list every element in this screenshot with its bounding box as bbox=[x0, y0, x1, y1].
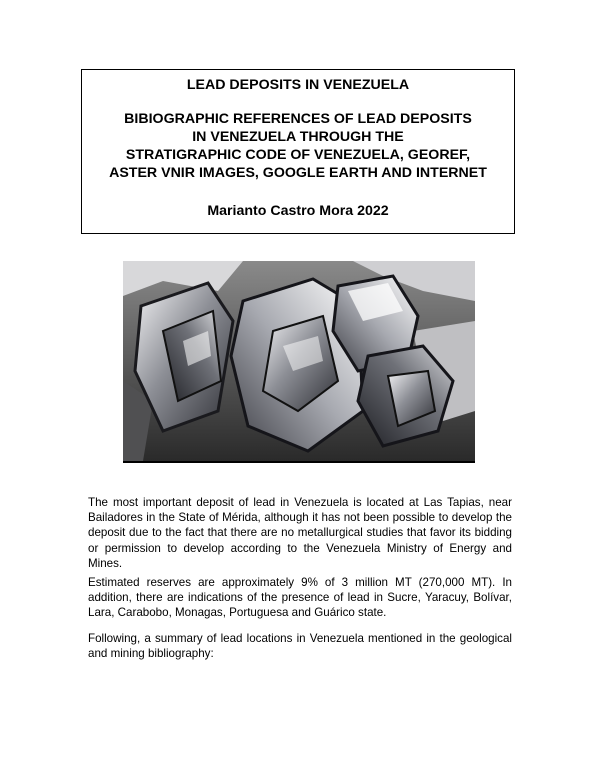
subtitle-line: ASTER VNIR IMAGES, GOOGLE EARTH AND INTERNET bbox=[109, 165, 487, 181]
body-paragraph: Estimated reserves are approximately 9% of 3 million MT (270,000 MT). In addition, there are indications of the presence of lead in Sucre, Yaracuy, Bolívar, Lara, Carabobo, Monagas, Portuguesa and Guárico state. bbox=[88, 576, 512, 620]
body-paragraph: Following, a summary of lead locations in Venezuela mentioned in the geological and mining bibliography: bbox=[88, 632, 512, 661]
subtitle-line: IN VENEZUELA THROUGH THE bbox=[192, 129, 404, 145]
photo-bottom-rule bbox=[123, 461, 475, 463]
body-paragraph: The most important deposit of lead in Venezuela is located at Las Tapias, near Bailadores in the State of Mérida, although it has not been possible to develop the deposit due to the fact that there are no metallurgical studies that favor its bidding or permission to develop according to the Venezuela Ministry of Energy and Mines. bbox=[88, 496, 512, 570]
author-line: Marianto Castro Mora 2022 bbox=[207, 203, 389, 219]
subtitle-line: STRATIGRAPHIC CODE OF VENEZUELA, GEOREF, bbox=[125, 147, 471, 163]
subtitle-line: BIBIOGRAPHIC REFERENCES OF LEAD DEPOSITS bbox=[124, 111, 472, 127]
document-subtitle bbox=[82, 110, 514, 182]
galena-crystal-photo bbox=[123, 261, 475, 461]
document-heading: LEAD DEPOSITS IN VENEZUELA bbox=[186, 77, 410, 93]
title-box bbox=[81, 69, 515, 234]
